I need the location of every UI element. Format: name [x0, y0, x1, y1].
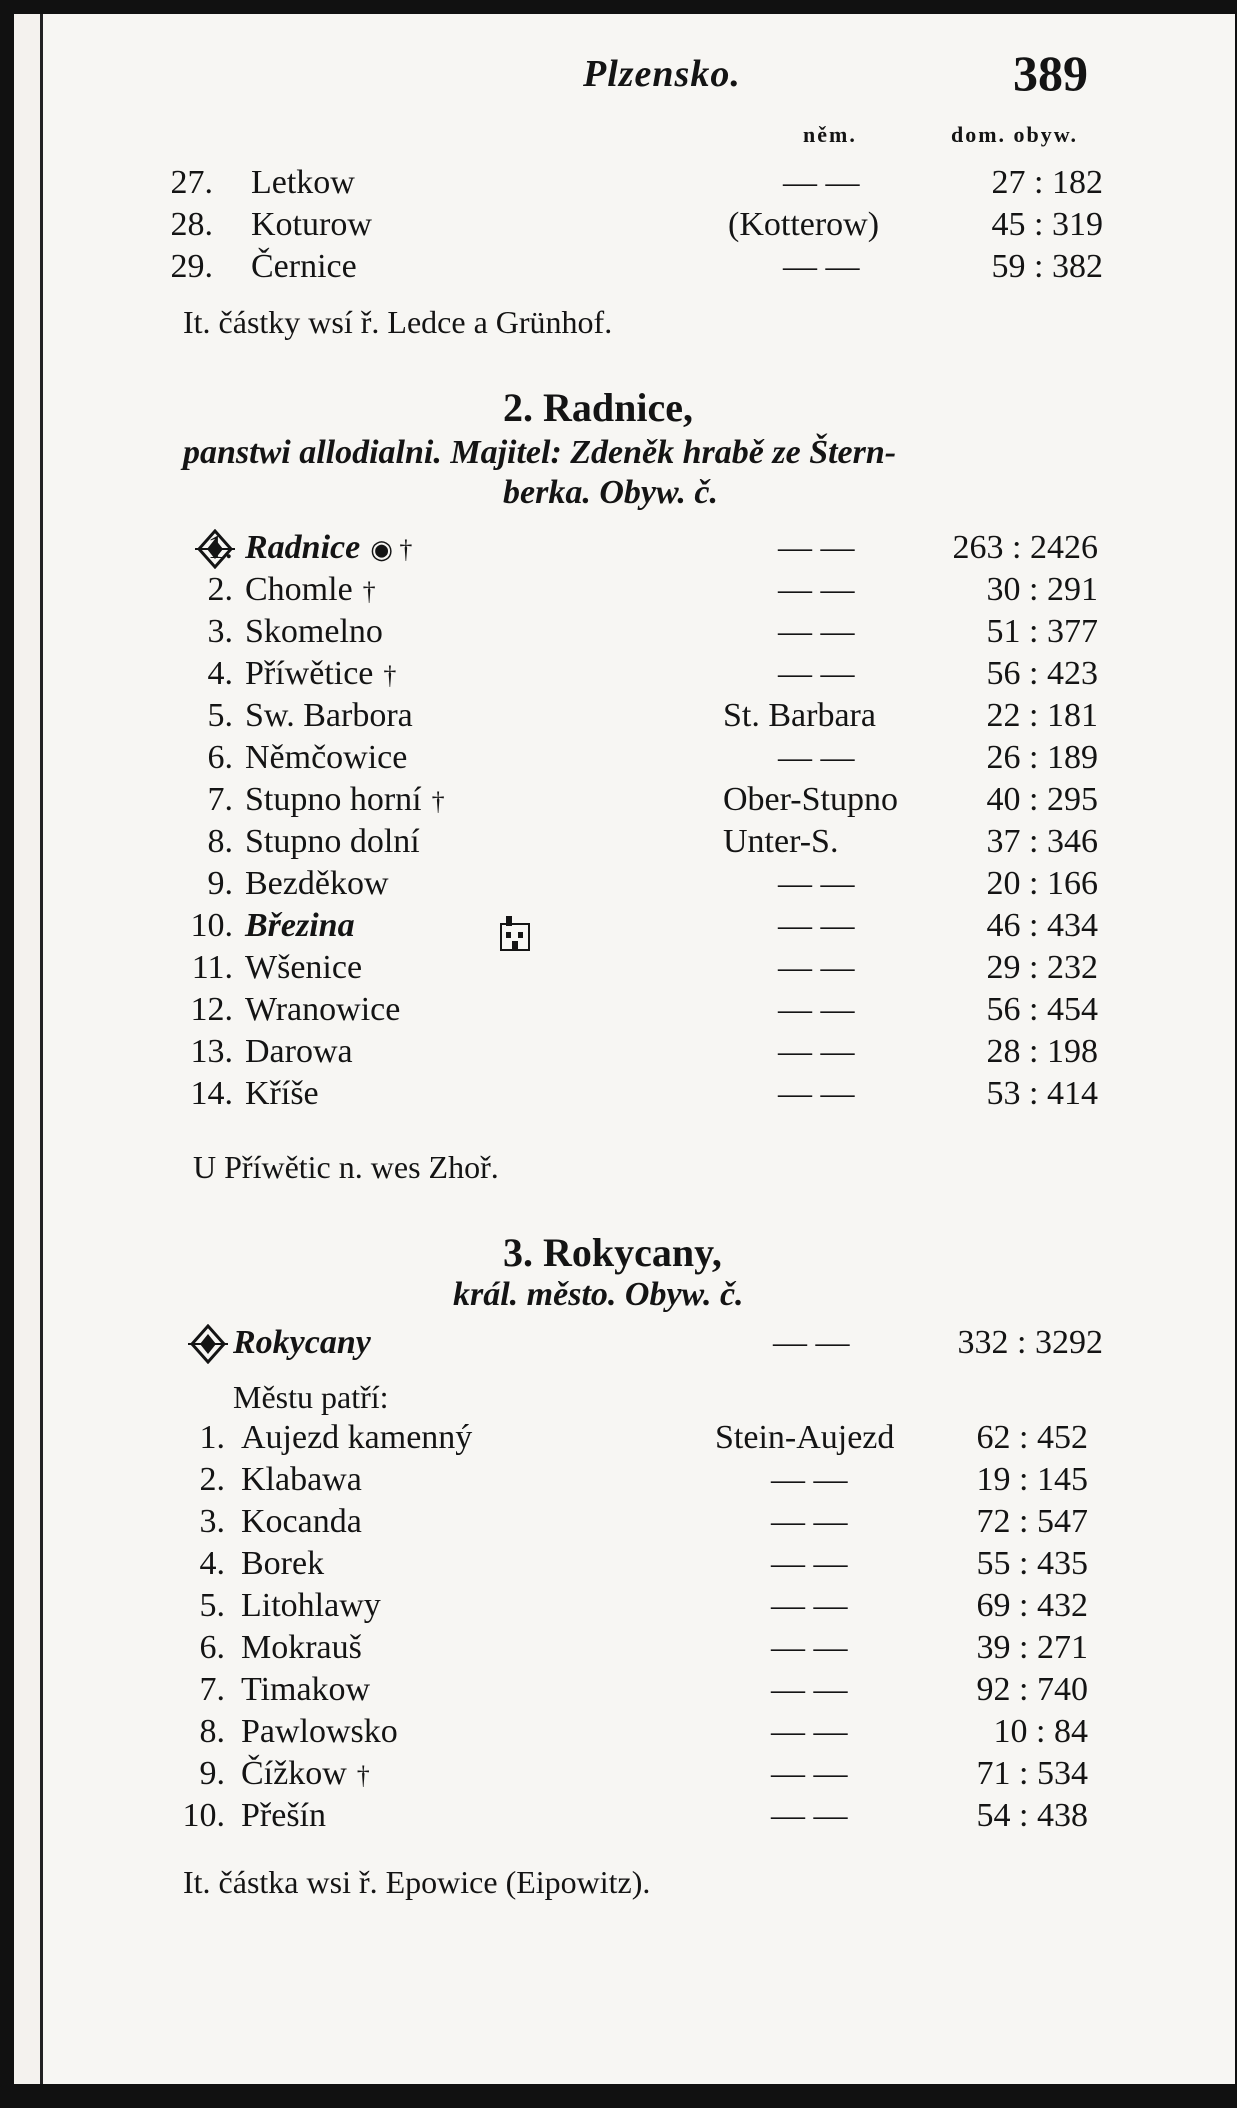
place-name: Darowa — [245, 1033, 353, 1070]
german-name: Ober-Stupno — [723, 781, 898, 818]
symbol-mark: † — [356, 1761, 370, 1790]
houses-population: 59 : 382 — [991, 248, 1103, 285]
town-row — [43, 1324, 1235, 1366]
place-name: Stupno dolní — [245, 823, 420, 860]
table-row — [43, 949, 1235, 991]
german-name: — — — [778, 865, 855, 902]
page-title: Plzensko. — [583, 53, 741, 95]
place-name: Wšenice — [245, 949, 363, 986]
row-number: 2. — [207, 571, 233, 608]
town-name: Rokycany — [233, 1324, 371, 1361]
houses-population: 20 : 166 — [986, 865, 1098, 902]
row-number: 4. — [199, 1545, 225, 1582]
row-number: 7. — [207, 781, 233, 818]
place-name: Koturow — [251, 206, 372, 243]
table-row — [43, 206, 1235, 248]
houses-population: 40 : 295 — [986, 781, 1098, 818]
houses-population: 69 : 432 — [976, 1587, 1088, 1624]
table-row — [43, 248, 1235, 290]
table-row — [43, 991, 1235, 1033]
german-name: — — — [778, 991, 855, 1028]
german-name: (Kotterow) — [728, 206, 880, 243]
german-name: St. Barbara — [723, 697, 876, 734]
section-heading-radnice: 2. Radnice, — [503, 385, 693, 430]
place-name: Čížkow — [241, 1755, 347, 1792]
column-head-houses-population: dom. obyw. — [951, 122, 1078, 147]
castle-icon — [498, 914, 532, 952]
houses-population: 53 : 414 — [986, 1075, 1098, 1112]
symbol-mark: † — [362, 577, 376, 606]
table-row — [43, 1629, 1235, 1671]
table-row — [43, 529, 1235, 571]
town-german: — — — [773, 1324, 850, 1361]
row-number: 5. — [199, 1587, 225, 1624]
houses-population: 22 : 181 — [986, 697, 1098, 734]
german-name: Unter-S. — [723, 823, 839, 860]
place-name: Němčowice — [245, 739, 408, 776]
place-name: Mokrauš — [241, 1629, 362, 1666]
german-name: — — — [778, 1075, 855, 1112]
table-row — [43, 1671, 1235, 1713]
row-number: 3. — [199, 1503, 225, 1540]
row-number: 12. — [190, 991, 233, 1028]
german-name: — — — [778, 655, 855, 692]
row-number: 9. — [207, 865, 233, 902]
houses-population: 72 : 547 — [976, 1503, 1088, 1540]
table-row — [43, 613, 1235, 655]
table-row — [43, 865, 1235, 907]
place-name-group — [245, 781, 445, 819]
row-number: 4. — [207, 655, 233, 692]
place-name: Borek — [241, 1545, 325, 1582]
row-number: 1. — [207, 529, 233, 566]
place-name: Černice — [251, 248, 357, 285]
note-section3: It. částka wsi ř. Epowice (Eipowitz). — [183, 1864, 651, 1900]
town-count: 332 : 3292 — [957, 1324, 1103, 1361]
row-number: 1. — [199, 1419, 225, 1456]
german-name: — — — [771, 1545, 848, 1582]
german-name: — — — [778, 949, 855, 986]
place-name: Pawlowsko — [241, 1713, 398, 1750]
section-heading-rokycany: 3. Rokycany, — [503, 1230, 722, 1275]
table-row — [43, 1461, 1235, 1503]
german-name: — — — [778, 739, 855, 776]
houses-population: 51 : 377 — [986, 613, 1098, 650]
place-name-group — [245, 571, 376, 609]
place-name: Wranowice — [245, 991, 401, 1028]
place-name: Sw. Barbora — [245, 697, 413, 734]
page-background — [14, 14, 1224, 2084]
houses-population: 29 : 232 — [986, 949, 1098, 986]
page-number: 389 — [1013, 45, 1088, 101]
houses-population: 55 : 435 — [976, 1545, 1088, 1582]
houses-population: 263 : 2426 — [952, 529, 1098, 566]
german-name: — — — [771, 1713, 848, 1750]
place-name: Březina — [245, 907, 355, 944]
place-name: Příwětice — [245, 655, 374, 692]
table-row — [43, 781, 1235, 823]
column-head-german: něm. — [803, 122, 857, 147]
table-row — [43, 907, 1235, 949]
place-name: Timakow — [241, 1671, 371, 1708]
german-name: — — — [771, 1587, 848, 1624]
table-row — [43, 164, 1235, 206]
row-number: 11. — [191, 949, 233, 986]
table-row — [43, 1075, 1235, 1117]
houses-population: 27 : 182 — [991, 164, 1103, 201]
houses-population: 54 : 438 — [976, 1797, 1088, 1834]
houses-population: 92 : 740 — [976, 1671, 1088, 1708]
table-row — [43, 1419, 1235, 1461]
section-subtitle-line1: panstwi allodialni. Majitel: Zdeněk hrabě ze Štern- — [183, 434, 897, 471]
german-name: — — — [778, 529, 855, 566]
row-number: 14. — [190, 1075, 233, 1112]
german-name: — — — [778, 1033, 855, 1070]
houses-population: 37 : 346 — [986, 823, 1098, 860]
place-name: Skomelno — [245, 613, 383, 650]
place-name: Přešín — [241, 1797, 326, 1834]
belongs-label: Městu patří: — [233, 1379, 389, 1415]
row-number: 13. — [190, 1033, 233, 1070]
place-name-group — [245, 655, 396, 693]
table-row — [43, 1713, 1235, 1755]
place-name-group — [241, 1755, 370, 1793]
houses-population: 19 : 145 — [976, 1461, 1088, 1498]
section-subtitle-line2: berka. Obyw. č. — [503, 474, 718, 511]
german-name: — — — [771, 1755, 848, 1792]
section3-subtitle: král. město. Obyw. č. — [453, 1276, 744, 1313]
german-name: — — — [771, 1461, 848, 1498]
houses-population: 10 : 84 — [993, 1713, 1088, 1750]
note-part1: It. částky wsí ř. Ledce a Grünhof. — [183, 304, 613, 340]
row-number: 8. — [207, 823, 233, 860]
german-name: Stein-Aujezd — [715, 1419, 895, 1456]
row-number: 10. — [182, 1797, 225, 1834]
row-number: 10. — [190, 907, 233, 944]
table-row — [43, 739, 1235, 781]
row-number: 2. — [199, 1461, 225, 1498]
german-name: — — — [778, 571, 855, 608]
place-name: Stupno horní — [245, 781, 422, 818]
row-number: 6. — [207, 739, 233, 776]
houses-population: 62 : 452 — [976, 1419, 1088, 1456]
german-name: — — — [771, 1503, 848, 1540]
note-section2: U Příwětic n. wes Zhoř. — [193, 1149, 499, 1185]
table-row — [43, 1033, 1235, 1075]
table-row — [43, 1545, 1235, 1587]
table-row — [43, 1797, 1235, 1839]
table-row — [43, 697, 1235, 739]
houses-population: 56 : 423 — [986, 655, 1098, 692]
houses-population: 56 : 454 — [986, 991, 1098, 1028]
table-row — [43, 1503, 1235, 1545]
book-page — [40, 14, 1235, 2084]
place-name: Aujezd kamenný — [241, 1419, 473, 1456]
symbol-mark: † — [431, 787, 445, 816]
table-row — [43, 823, 1235, 865]
symbol-mark: ◉ † — [370, 535, 413, 564]
houses-population: 28 : 198 — [986, 1033, 1098, 1070]
row-number: 8. — [199, 1713, 225, 1750]
row-number: 27. — [170, 164, 213, 201]
row-number: 5. — [207, 697, 233, 734]
place-name: Klabawa — [241, 1461, 362, 1498]
houses-population: 39 : 271 — [976, 1629, 1088, 1666]
place-name-group — [245, 529, 412, 567]
place-name: Kocanda — [241, 1503, 362, 1540]
row-number: 29. — [170, 248, 213, 285]
german-name: — — — [783, 164, 860, 201]
row-number: 28. — [170, 206, 213, 243]
table-row — [43, 1755, 1235, 1797]
german-name: — — — [771, 1671, 848, 1708]
german-name: — — — [771, 1797, 848, 1834]
table-row — [43, 1587, 1235, 1629]
symbol-mark: † — [383, 661, 397, 690]
houses-population: 45 : 319 — [991, 206, 1103, 243]
place-name: Bezděkow — [245, 865, 389, 902]
houses-population: 30 : 291 — [986, 571, 1098, 608]
running-header — [43, 44, 1235, 104]
houses-population: 71 : 534 — [976, 1755, 1088, 1792]
row-number: 3. — [207, 613, 233, 650]
german-name: — — — [783, 248, 860, 285]
row-number: 6. — [199, 1629, 225, 1666]
place-name: Radnice — [245, 529, 361, 566]
row-number: 9. — [199, 1755, 225, 1792]
place-name: Kříše — [245, 1075, 319, 1112]
table-row — [43, 655, 1235, 697]
place-name: Litohlawy — [241, 1587, 381, 1624]
german-name: — — — [778, 907, 855, 944]
houses-population: 26 : 189 — [986, 739, 1098, 776]
houses-population: 46 : 434 — [986, 907, 1098, 944]
german-name: — — — [778, 613, 855, 650]
german-name: — — — [771, 1629, 848, 1666]
table-row — [43, 571, 1235, 613]
place-name: Chomle — [245, 571, 353, 608]
place-name: Letkow — [251, 164, 355, 201]
row-number: 7. — [199, 1671, 225, 1708]
